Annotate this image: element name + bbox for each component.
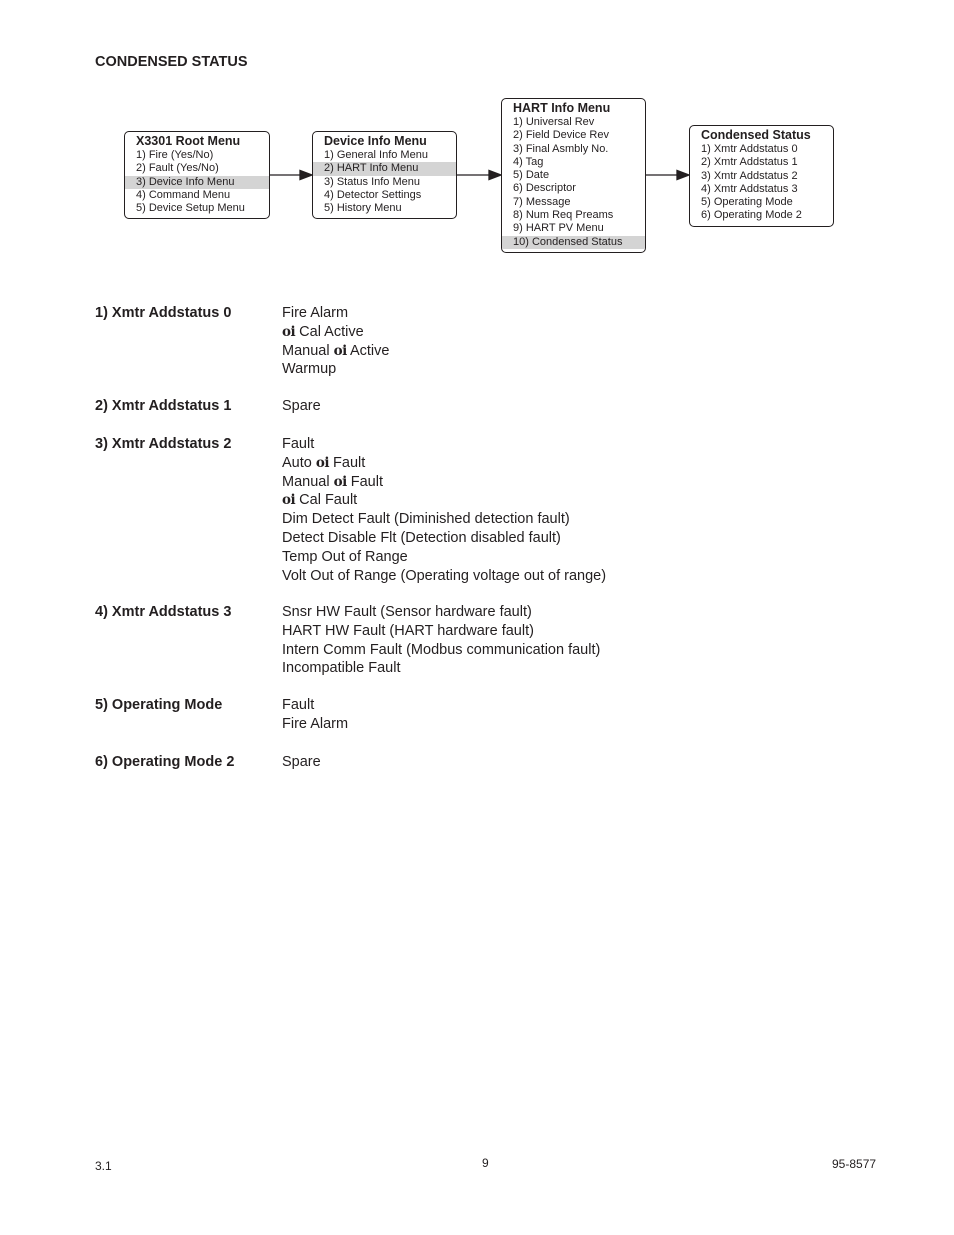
status-value-text: Spare bbox=[282, 398, 321, 414]
menu-item: 3) Final Asmbly No. bbox=[513, 142, 609, 155]
device-info-menu-title: Device Info Menu bbox=[324, 134, 427, 148]
oi-symbol-icon: oi bbox=[333, 473, 347, 490]
status-value bbox=[282, 529, 606, 548]
arrow-head-device-to-hart bbox=[489, 171, 501, 180]
oi-symbol-icon: oi bbox=[315, 454, 329, 471]
menu-item: 7) Message bbox=[513, 195, 571, 208]
oi-symbol-icon: oi bbox=[282, 323, 296, 340]
menu-item: 3) Xmtr Addstatus 2 bbox=[701, 169, 798, 182]
status-value-text: Cal Active bbox=[295, 323, 364, 340]
status-values bbox=[282, 304, 389, 379]
status-value-text: Cal Fault bbox=[295, 492, 358, 509]
hart-info-menu-title: HART Info Menu bbox=[513, 101, 611, 115]
menu-item: 5) History Menu bbox=[324, 202, 402, 215]
hart-info-menu-items bbox=[502, 116, 645, 249]
menu-item: 6) Descriptor bbox=[513, 182, 576, 195]
status-value-text: Incompatible Fault bbox=[282, 660, 401, 677]
menu-item: 8) Num Req Preams bbox=[513, 209, 614, 222]
status-value-text: Snsr HW Fault (Sensor hardware fault) bbox=[282, 604, 532, 620]
status-label: 3) Xmtr Addstatus 2 bbox=[95, 436, 232, 452]
menu-item: 4) Tag bbox=[513, 155, 544, 168]
menu-item: 4) Xmtr Addstatus 3 bbox=[701, 182, 798, 195]
status-value bbox=[282, 696, 348, 715]
status-value-text: Fire Alarm bbox=[282, 305, 349, 321]
status-value bbox=[282, 715, 348, 734]
condensed-status-menu-title: Condensed Status bbox=[701, 128, 811, 142]
menu-item: 10) Condensed Status bbox=[502, 236, 645, 249]
menu-item: 9) HART PV Menu bbox=[513, 222, 604, 235]
status-value-text: HART HW Fault (HART hardware fault) bbox=[282, 622, 534, 639]
root-menu-items bbox=[125, 149, 269, 215]
status-label: 4) Xmtr Addstatus 3 bbox=[95, 604, 232, 620]
status-value-text: Temp Out of Range bbox=[282, 548, 408, 565]
status-values bbox=[282, 397, 321, 416]
status-value bbox=[282, 342, 389, 361]
status-value-text: Fault bbox=[329, 454, 366, 471]
menu-item: 1) General Info Menu bbox=[324, 149, 428, 161]
device-info-menu-items bbox=[313, 149, 456, 215]
oi-symbol-icon: oi bbox=[333, 342, 347, 359]
menu-item: 1) Xmtr Addstatus 0 bbox=[701, 143, 798, 155]
status-value bbox=[282, 567, 606, 586]
section-title: CONDENSED STATUS bbox=[95, 54, 248, 70]
status-value-text: Fire Alarm bbox=[282, 715, 349, 732]
status-value-text: Dim Detect Fault (Diminished detection fault) bbox=[282, 511, 570, 528]
menu-item: 1) Fire (Yes/No) bbox=[136, 149, 214, 161]
status-value bbox=[282, 753, 321, 772]
status-label: 5) Operating Mode bbox=[95, 697, 223, 713]
status-value bbox=[282, 473, 606, 492]
condensed-status-menu-items bbox=[690, 143, 833, 223]
menu-item: 6) Operating Mode 2 bbox=[701, 209, 802, 222]
root-menu-box bbox=[124, 131, 270, 219]
status-values bbox=[282, 603, 600, 678]
footer-revision: 3.1 bbox=[95, 1159, 112, 1173]
arrow-head-root-to-device bbox=[300, 171, 312, 180]
menu-item: 3) Status Info Menu bbox=[324, 175, 420, 188]
arrow-head-hart-to-condensed bbox=[677, 171, 689, 180]
menu-item: 2) Fault (Yes/No) bbox=[136, 162, 219, 175]
status-value bbox=[282, 659, 600, 678]
status-value-text: Spare bbox=[282, 754, 321, 770]
menu-item: 4) Command Menu bbox=[136, 188, 231, 201]
status-value-text: Active bbox=[346, 342, 390, 359]
device-info-menu-box bbox=[312, 131, 457, 219]
status-value bbox=[282, 491, 606, 510]
status-value-text: Detect Disable Flt (Detection disabled fault) bbox=[282, 529, 561, 546]
menu-item: 5) Device Setup Menu bbox=[136, 202, 245, 215]
status-value bbox=[282, 641, 600, 660]
status-value-text: Fault bbox=[282, 436, 315, 452]
status-label: 2) Xmtr Addstatus 1 bbox=[95, 398, 232, 414]
status-value bbox=[282, 622, 600, 641]
status-value bbox=[282, 397, 321, 416]
menu-item: 1) Universal Rev bbox=[513, 116, 595, 128]
menu-flow-diagram bbox=[0, 0, 954, 280]
menu-item: 4) Detector Settings bbox=[324, 188, 422, 201]
status-value bbox=[282, 454, 606, 473]
status-values bbox=[282, 753, 321, 772]
status-value-text: Fault bbox=[346, 473, 383, 490]
status-value-text: Volt Out of Range (Operating voltage out of range) bbox=[282, 567, 607, 584]
menu-item: 2) HART Info Menu bbox=[313, 162, 456, 175]
status-value-text: Intern Comm Fault (Modbus communication fault) bbox=[282, 641, 601, 658]
status-value-text: Manual bbox=[282, 342, 334, 359]
menu-item: 2) Xmtr Addstatus 1 bbox=[701, 156, 798, 169]
status-value-text: Auto bbox=[282, 454, 316, 471]
status-value bbox=[282, 323, 389, 342]
status-value bbox=[282, 603, 600, 622]
menu-item: 5) Operating Mode bbox=[701, 196, 793, 209]
status-label: 6) Operating Mode 2 bbox=[95, 754, 235, 770]
footer-page-number: 9 bbox=[482, 1156, 489, 1170]
menu-item: 3) Device Info Menu bbox=[125, 176, 269, 189]
condensed-status-menu-box bbox=[689, 125, 834, 227]
status-value bbox=[282, 510, 606, 529]
menu-item: 5) Date bbox=[513, 169, 550, 182]
menu-item: 2) Field Device Rev bbox=[513, 129, 609, 142]
status-value bbox=[282, 360, 389, 379]
status-value-text: Manual bbox=[282, 473, 334, 490]
status-value bbox=[282, 435, 606, 454]
oi-symbol-icon: oi bbox=[282, 492, 296, 509]
status-value bbox=[282, 304, 389, 323]
status-value-text: Fault bbox=[282, 697, 315, 713]
root-menu-title: X3301 Root Menu bbox=[136, 134, 241, 148]
status-value bbox=[282, 548, 606, 567]
footer-document-number: 95-8577 bbox=[832, 1157, 877, 1171]
status-values bbox=[282, 696, 348, 734]
status-value-text: Warmup bbox=[282, 361, 337, 378]
status-values bbox=[282, 435, 606, 585]
hart-info-menu-box bbox=[501, 98, 646, 253]
status-label: 1) Xmtr Addstatus 0 bbox=[95, 305, 232, 321]
